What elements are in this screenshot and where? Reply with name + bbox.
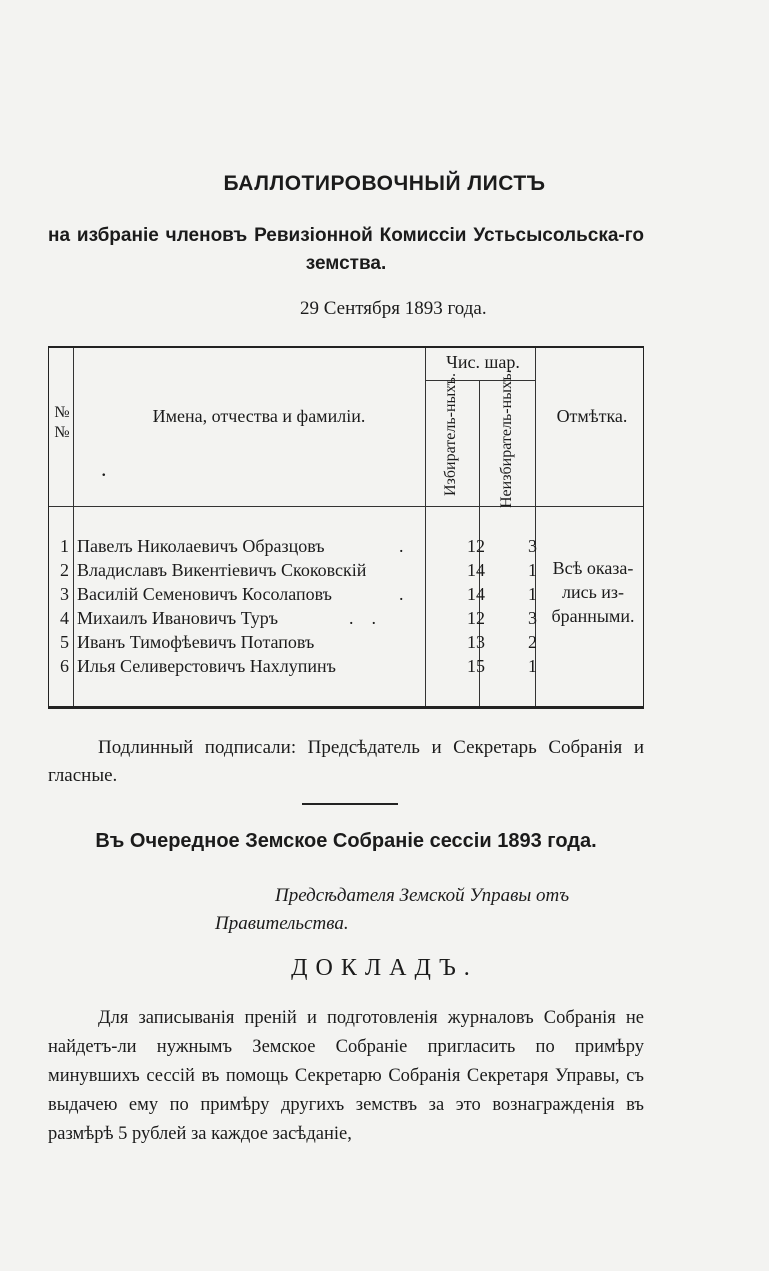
row-number: 6	[60, 656, 69, 676]
votes-against: 1	[528, 656, 537, 676]
table-row	[49, 656, 645, 680]
votes-against: 2	[528, 632, 537, 652]
candidate-name: Василій Семеновичъ Косолаповъ	[77, 584, 332, 604]
candidate-name: Павелъ Николаевичъ Образцовъ	[77, 536, 325, 556]
votes-against-header: Неизбиратель-ныхъ.	[498, 369, 515, 508]
row-number: 1	[60, 536, 69, 556]
votes-against: 3	[528, 536, 537, 556]
report-author-line-1: Предсѣдателя Земской Управы отъ	[275, 885, 570, 906]
page-subtitle: на избраніе членовъ Ревизіонной Комиссіи Устьсысольска-го земства.	[48, 225, 644, 274]
section-divider	[302, 803, 398, 805]
report-body: Для записыванія преній и подготовленія журналовъ Собранія не найдетъ-ли нужнымъ Земское Собраніе пригласить по примѣру минувшихъ сессій въ помощь Секретарю Собранія Секретаря Управы, съ выдачею ему по примѣру другихъ земствъ за это вознагражденія въ размѣрѣ 5 рублей за каждое засѣданіе,	[48, 1008, 644, 1144]
page-title: БАЛЛОТИРОВОЧНЫЙ ЛИСТЪ	[223, 172, 546, 195]
document-date: 29 Сентября 1893 года.	[300, 298, 487, 319]
votes-for: 14	[467, 560, 485, 580]
report-author-line-2: Правительства.	[215, 913, 349, 934]
row-number: 5	[60, 632, 69, 652]
votes-against: 1	[528, 560, 537, 580]
report-author	[215, 882, 655, 938]
session-heading: Въ Очередное Земское Собраніе сессіи 1893 года.	[95, 830, 597, 852]
candidate-name: Михаилъ Ивановичъ Туръ	[77, 608, 279, 628]
votes-for: 13	[467, 632, 485, 652]
row-number: 3	[60, 584, 69, 604]
candidate-name: Илья Селиверстовичъ Нахлупинъ	[77, 656, 336, 676]
candidate-name: Иванъ Тимофѣевичъ Потаповъ	[77, 632, 315, 652]
votes-for: 15	[467, 656, 485, 676]
votes-for: 14	[467, 584, 485, 604]
stray-dot: .	[101, 456, 107, 481]
ballot-count-header: Чис. шар.	[446, 352, 520, 372]
votes-for-header: Избиратель-ныхъ.	[442, 373, 459, 496]
signature-note: Подлинный подписали: Предсѣдатель и Секретарь Собранія и гласные.	[48, 737, 644, 786]
names-column-header: Имена, отчества и фамиліи.	[152, 406, 366, 426]
report-title: ДОКЛАДЪ.	[291, 955, 478, 981]
votes-for: 12	[467, 536, 485, 556]
leader-dots: .	[399, 584, 404, 604]
candidate-name: Владиславъ Викентіевичъ Скоковскій	[77, 560, 367, 580]
mark-note: Всѣ оказа-лись из-бранными.	[551, 558, 635, 626]
number-column-header: № №	[54, 404, 70, 441]
ballot-table	[48, 346, 644, 709]
votes-against: 3	[528, 608, 537, 628]
votes-for: 12	[467, 608, 485, 628]
leader-dots: .	[399, 536, 404, 556]
mark-column-header: Отмѣтка.	[556, 406, 628, 426]
row-number: 2	[60, 560, 69, 580]
votes-against: 1	[528, 584, 537, 604]
row-number: 4	[60, 608, 69, 628]
header-bottom-rule	[49, 506, 643, 507]
table-row	[49, 632, 645, 656]
leader-dots: . .	[349, 608, 376, 628]
